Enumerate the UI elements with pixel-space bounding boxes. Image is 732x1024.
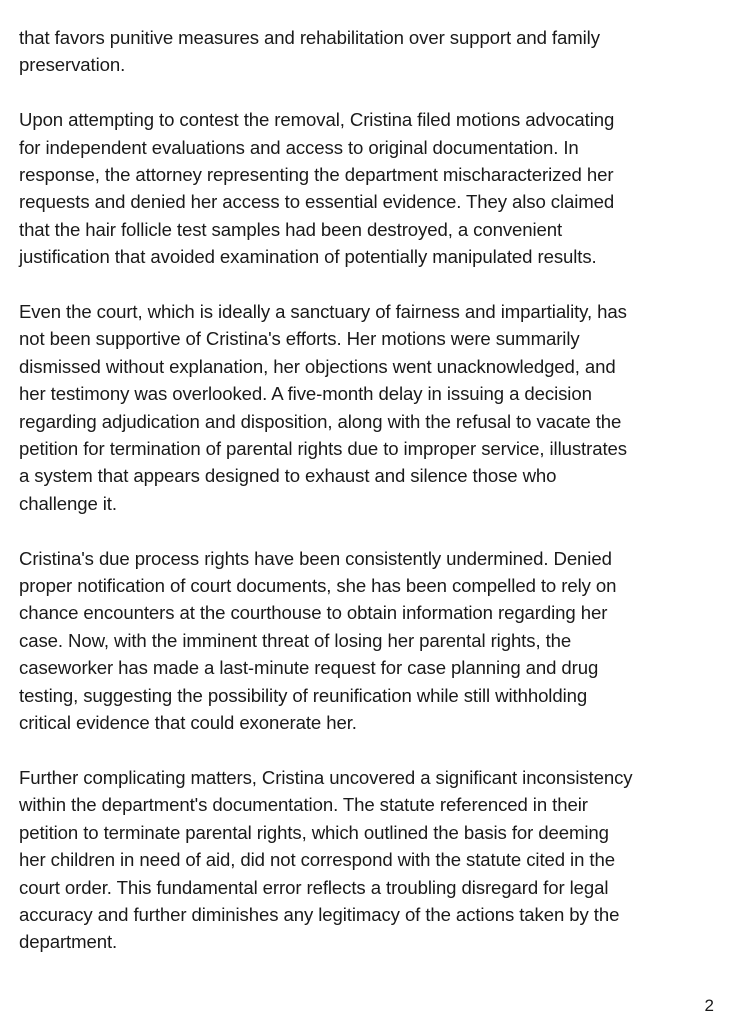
text-line: proper notification of court documents, she has been compelled to rely on [19, 575, 617, 597]
text-line: critical evidence that could exonerate her. [19, 712, 357, 734]
text-line: chance encounters at the courthouse to obtain information regarding her [19, 602, 608, 624]
text-line: regarding adjudication and disposition, along with the refusal to vacate the [19, 410, 622, 432]
text-line: Further complicating matters, Cristina uncovered a significant inconsistency [19, 766, 633, 788]
text-line: petition for termination of parental rights due to improper service, illustrates [19, 438, 627, 460]
text-line: department. [19, 931, 118, 953]
text-line: caseworker has made a last-minute request for case planning and drug [19, 657, 599, 679]
paragraph-4 [19, 545, 719, 737]
text-line: not been supportive of Cristina's efforts. Her motions were summarily [19, 328, 580, 350]
text-line: Even the court, which is ideally a sanctuary of fairness and impartiality, has [19, 301, 627, 323]
text-line: challenge it. [19, 492, 117, 514]
paragraph-5 [19, 764, 719, 956]
text-line: dismissed without explanation, her objections went unacknowledged, and [19, 355, 616, 377]
text-line: petition to terminate parental rights, which outlined the basis for deeming [19, 821, 609, 843]
paragraph-1 [19, 24, 719, 79]
text-line: preservation. [19, 54, 126, 76]
page-number: 2 [704, 996, 714, 1015]
text-line: Upon attempting to contest the removal, Cristina filed motions advocating [19, 109, 615, 131]
text-line: requests and denied her access to essential evidence. They also claimed [19, 191, 615, 213]
text-line: justification that avoided examination of potentially manipulated results. [19, 246, 597, 268]
text-line: case. Now, with the imminent threat of losing her parental rights, the [19, 629, 572, 651]
text-line: accuracy and further diminishes any legitimacy of the actions taken by the [19, 903, 620, 925]
text-line: for independent evaluations and access to original documentation. In [19, 136, 579, 158]
text-line: her children in need of aid, did not correspond with the statute cited in the [19, 849, 615, 871]
text-line: that the hair follicle test samples had been destroyed, a convenient [19, 218, 563, 240]
text-line: court order. This fundamental error reflects a troubling disregard for legal [19, 876, 609, 898]
text-line: response, the attorney representing the department mischaracterized her [19, 164, 614, 186]
text-line: within the department's documentation. The statute referenced in their [19, 794, 588, 816]
text-line: her testimony was overlooked. A five-month delay in issuing a decision [19, 383, 592, 405]
document-page [19, 24, 719, 983]
text-line: testing, suggesting the possibility of reunification while still withholding [19, 684, 588, 706]
text-line: that favors punitive measures and rehabilitation over support and family [19, 27, 600, 48]
paragraph-3 [19, 298, 719, 517]
text-line: Cristina's due process rights have been consistently undermined. Denied [19, 547, 612, 569]
paragraph-2 [19, 106, 719, 270]
text-line: a system that appears designed to exhaust and silence those who [19, 465, 557, 487]
